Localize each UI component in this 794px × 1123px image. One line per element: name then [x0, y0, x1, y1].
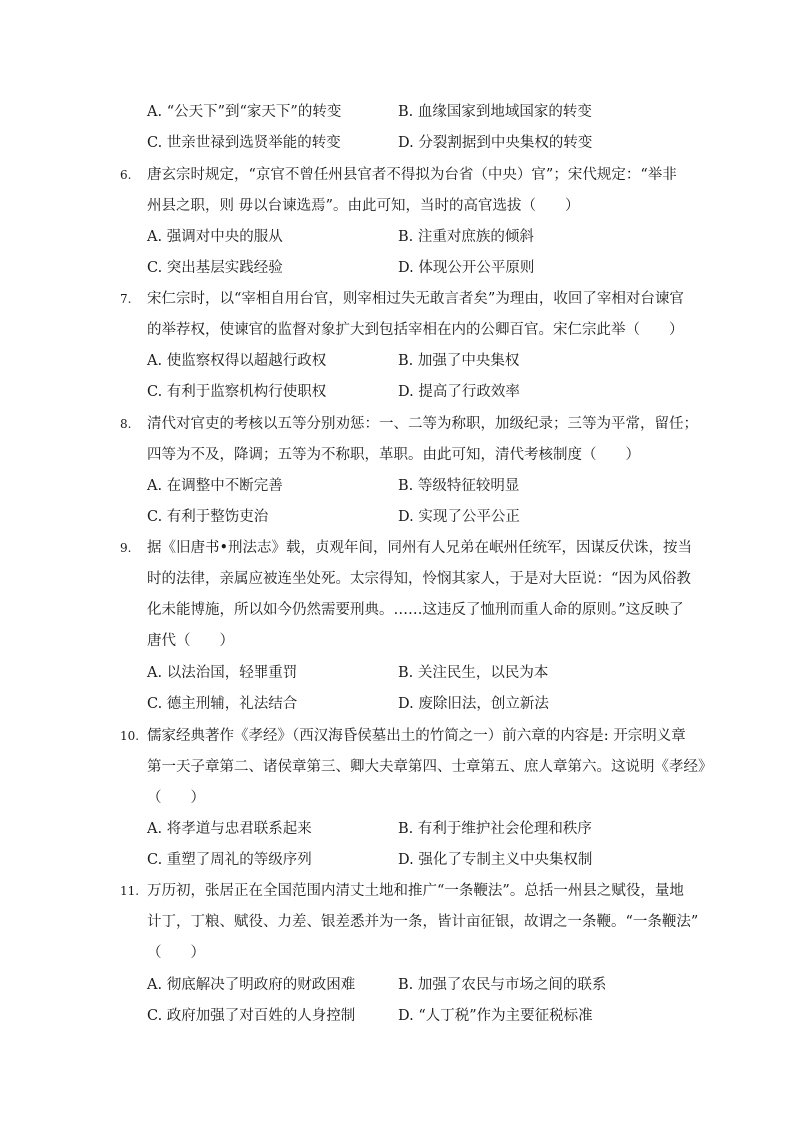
- option-b: B. 关注民生，以民为本: [398, 665, 549, 681]
- option-b: B. 加强了中央集权: [398, 353, 520, 369]
- option-row: [147, 1004, 707, 1028]
- option-a: A. 强调对中央的服从: [147, 229, 283, 245]
- option-row: [147, 474, 707, 498]
- option-c: C. 突出基层实践经验: [147, 260, 283, 276]
- question-text-line: 唐代（ ）: [147, 633, 234, 649]
- option-b: B. 有利于维护社会伦理和秩序: [398, 821, 592, 837]
- option-a: A. 以法治国，轻罪重罚: [147, 665, 298, 681]
- option-d: D. 废除旧法，创立新法: [398, 696, 549, 712]
- option-row: [147, 100, 707, 124]
- option-row: [147, 225, 707, 249]
- option-row: [147, 692, 707, 716]
- question-text-line: 时的法律，亲属应被连坐处死。太宗得知，怜悯其家人，于是对大臣说：“因为风俗教: [147, 571, 691, 587]
- question-text-line: 的举荐权，使谏官的监督对象扩大到包括宰相在内的公卿百官。宋仁宗此举（ ）: [147, 322, 684, 338]
- question-text-line: （ ）: [147, 945, 205, 961]
- question-number: 10.: [120, 729, 140, 743]
- question-text-line: 计丁，丁粮、赋役、力差、银差悉并为一条，皆计亩征银，故谓之一条鞭。“一条鞭法”: [147, 914, 699, 930]
- option-d: D. 实现了公平公正: [398, 509, 520, 525]
- option-c: C. 政府加强了对百姓的人身控制: [147, 1008, 356, 1024]
- question-number: 11.: [120, 884, 140, 898]
- question-number: 7.: [120, 292, 132, 306]
- option-row: [147, 661, 707, 685]
- question-text-line: 清代对官吏的考核以五等分别劝惩：一、二等为称职，加级纪录；三等为平常，留任；: [147, 416, 698, 432]
- question-text-line: 唐玄宗时规定，“京官不曾任州县官者不得拟为台省（中央）官”；宋代规定：“举非: [147, 167, 677, 183]
- option-a: A. 将孝道与忠君联系起来: [147, 821, 312, 837]
- option-d: D. “人丁税”作为主要征税标准: [398, 1008, 593, 1024]
- option-d: D. 分裂割据到中央集权的转变: [398, 135, 593, 151]
- option-row: [147, 380, 707, 404]
- option-a: A. 彻底解决了明政府的财政困难: [147, 977, 356, 993]
- question-number: 6.: [120, 168, 132, 182]
- option-b: B. 注重对庶族的倾斜: [398, 229, 534, 245]
- question-text-line: 宋仁宗时，以“宰相自用台官，则宰相过失无敢言者矣”为理由，收回了宰相对台谏官: [147, 291, 684, 307]
- option-row: [147, 848, 707, 872]
- question-text-line: 四等为不及，降调；五等为不称职，革职。由此可知，清代考核制度（ ）: [147, 447, 640, 463]
- option-a: A. 在调整中不断完善: [147, 478, 283, 494]
- option-row: [147, 973, 707, 997]
- option-d: D. 强化了专制主义中央集权制: [398, 852, 593, 868]
- question-text-line: 州县之职，则 毋以台谏选焉”。由此可知，当时的高官选拔（ ）: [147, 198, 580, 214]
- question-text-line: 第一天子章第二、诸侯章第三、卿大夫章第四、士章第五、庶人章第六。这说明《孝经》: [147, 759, 713, 775]
- option-b: B. 加强了农民与市场之间的联系: [398, 977, 607, 993]
- question-text-line: 儒家经典著作《孝经》（西汉海昏侯墓出土的竹简之一）前六章的内容是: 开宗明义章: [147, 728, 686, 744]
- question-number: 8.: [120, 417, 132, 431]
- question-text-line: 化未能博施，所以如今仍然需要刑典。……这违反了恤刑而重人命的原则。”这反映了: [147, 602, 684, 618]
- question-text-line: （ ）: [147, 790, 205, 806]
- option-c: C. 有利于监察机构行使职权: [147, 384, 327, 400]
- option-d: D. 体现公开公平原则: [398, 260, 535, 276]
- option-b: B. 等级特征较明显: [398, 478, 520, 494]
- question-text-line: 据《旧唐书•刑法志》载，贞观年间，同州有人兄弟在岷州任统军，因谋反伏诛，按当: [147, 540, 693, 556]
- option-row: [147, 505, 707, 529]
- option-row: [147, 131, 707, 155]
- option-row: [147, 817, 707, 841]
- option-c: C. 重塑了周礼的等级序列: [147, 852, 312, 868]
- option-row: [147, 256, 707, 280]
- option-a: A. 使监察权得以超越行政权: [147, 353, 327, 369]
- option-c: C. 世亲世禄到选贤举能的转变: [147, 135, 341, 151]
- option-c: C. 德主刑辅，礼法结合: [147, 696, 298, 712]
- option-a: A. “公天下”到“家天下”的转变: [147, 104, 342, 120]
- option-d: D. 提高了行政效率: [398, 384, 520, 400]
- option-b: B. 血缘国家到地域国家的转变: [398, 104, 592, 120]
- question-number: 9.: [120, 541, 132, 555]
- question-text-line: 万历初，张居正在全国范围内清丈土地和推广“一条鞭法”。总括一州县之赋役，量地: [147, 883, 684, 899]
- option-c: C. 有利于整饬吏治: [147, 509, 269, 525]
- option-row: [147, 349, 707, 373]
